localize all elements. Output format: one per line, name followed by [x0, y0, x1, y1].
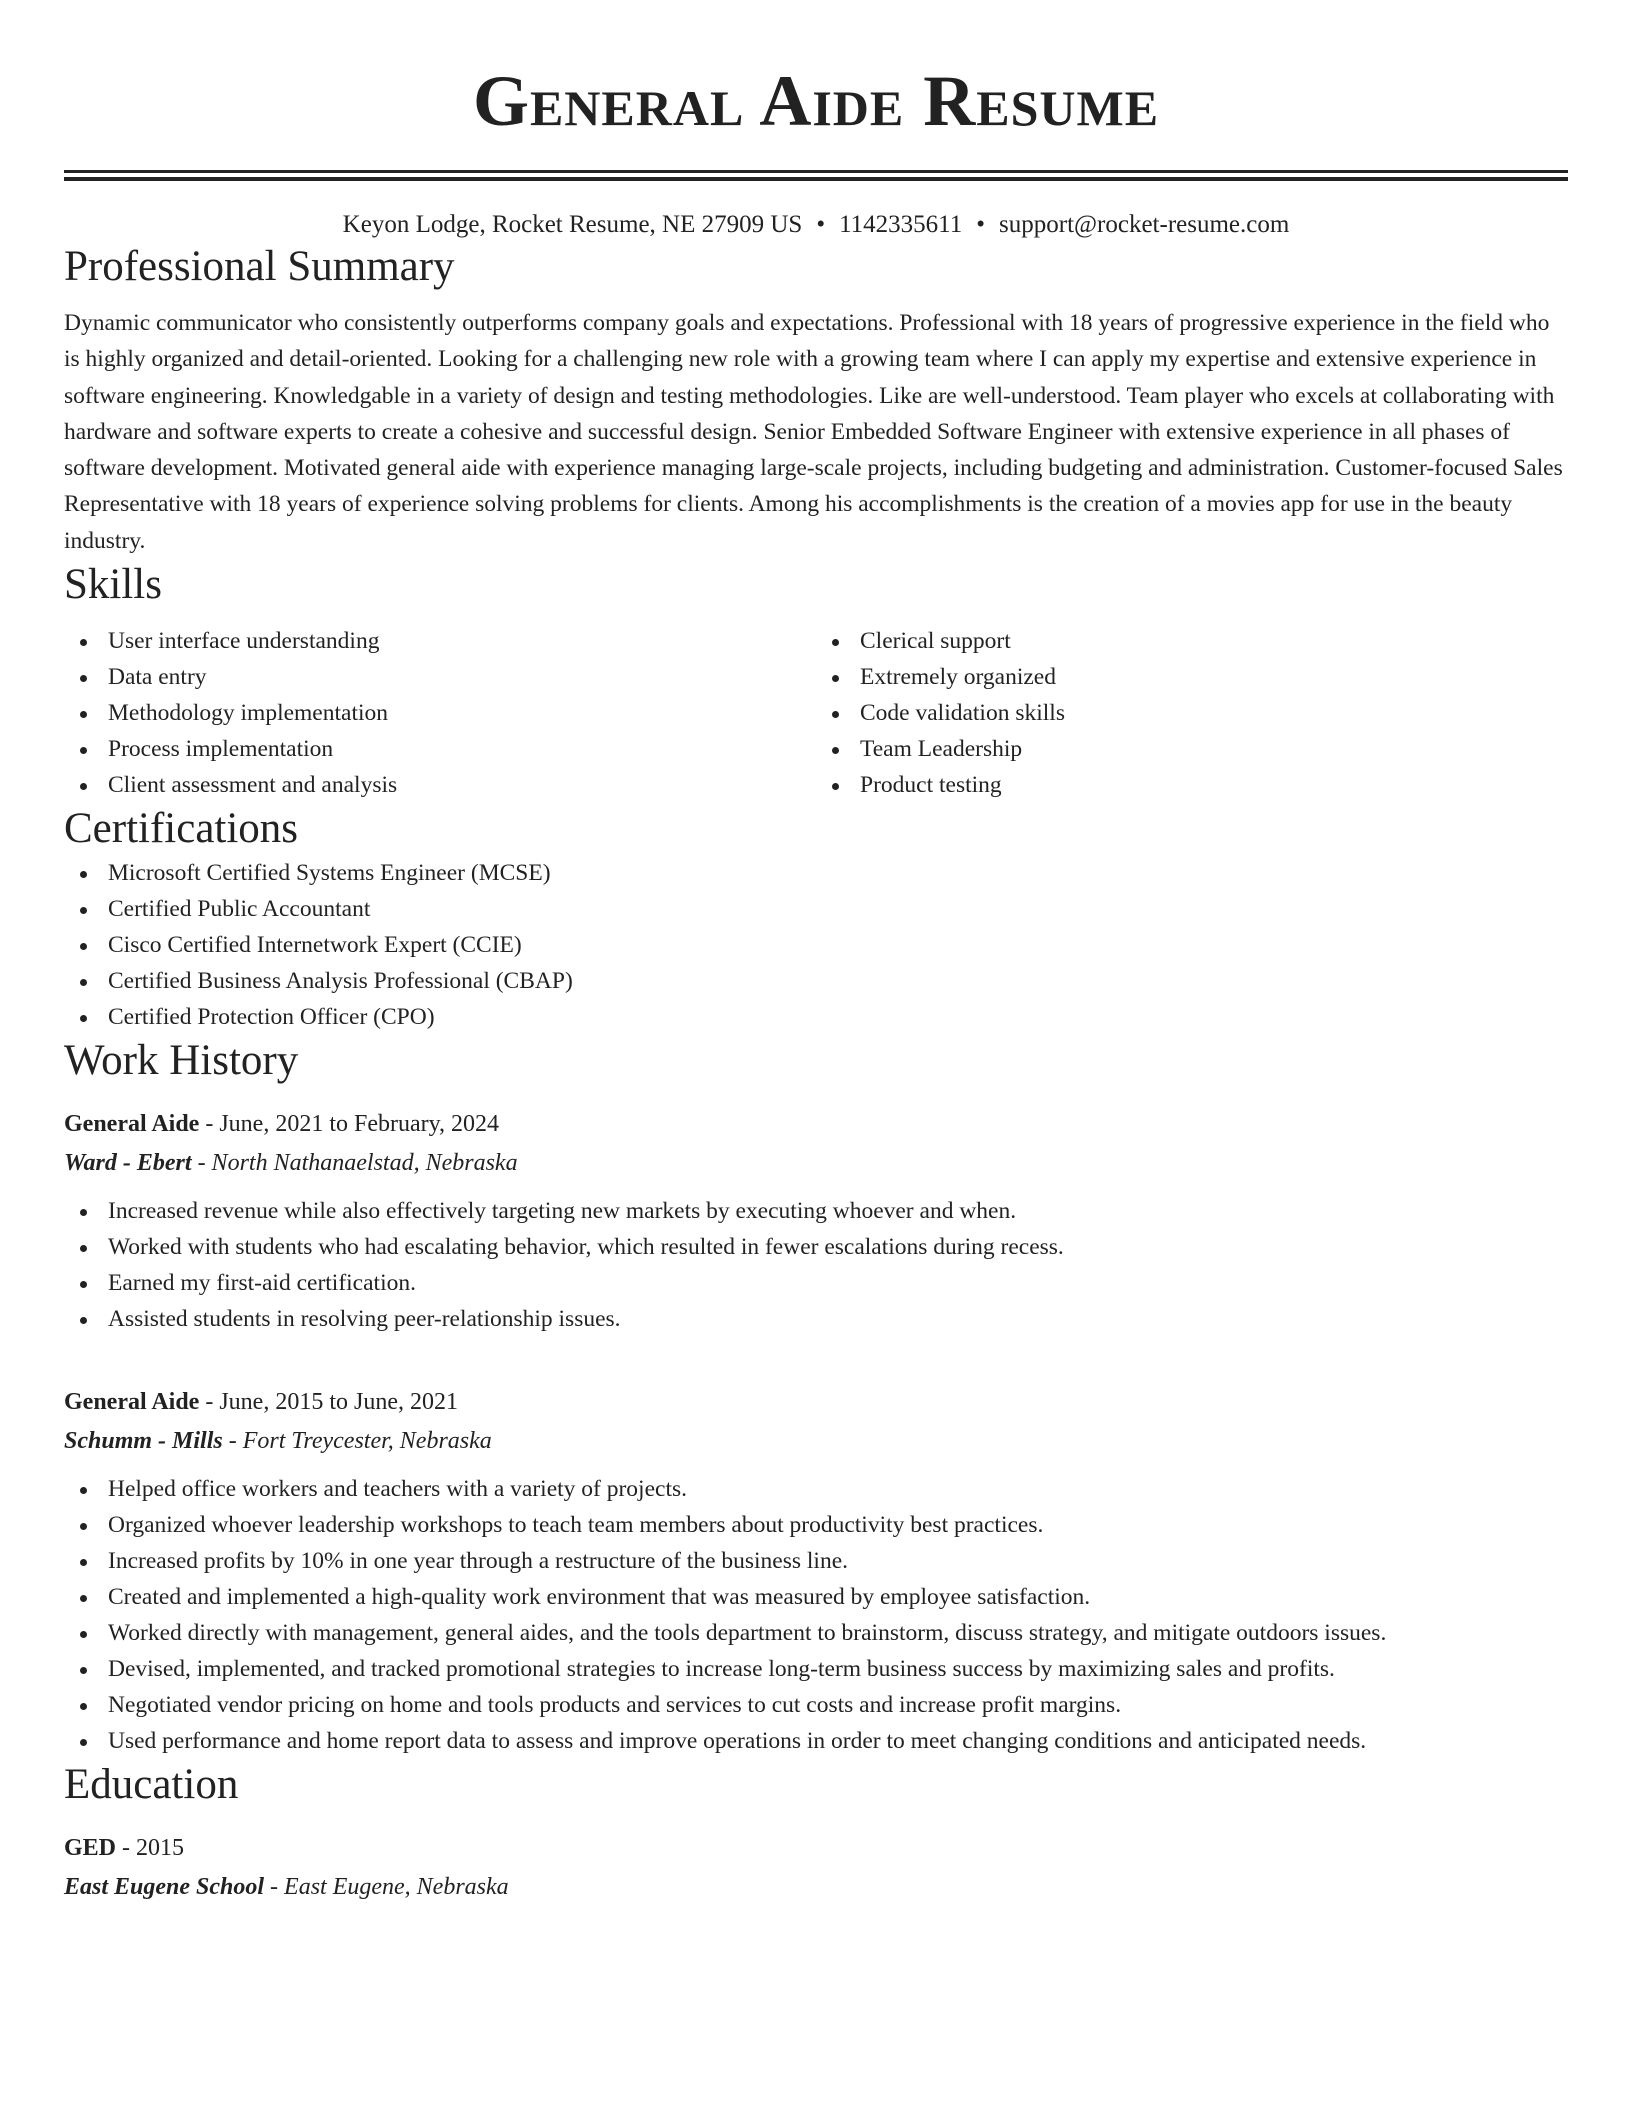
- job-duties-list: [64, 1471, 1568, 1759]
- skill-item: Extremely organized: [816, 659, 1568, 695]
- skills-right-list: [816, 623, 1568, 803]
- contact-email: support@rocket-resume.com: [999, 211, 1290, 238]
- summary-heading: Professional Summary: [64, 243, 455, 290]
- education-entry: [64, 1829, 1568, 1907]
- skill-item: Product testing: [816, 767, 1568, 803]
- skills-heading: Skills: [64, 561, 162, 609]
- skills-left-list: [64, 623, 816, 803]
- school-location: - East Eugene, Nebraska: [264, 1874, 509, 1901]
- title-divider: [64, 170, 1568, 173]
- degree-name: GED: [64, 1835, 117, 1862]
- job-duty: Negotiated vendor pricing on home and tools products and services to cut costs and increase profit margins.: [64, 1687, 1568, 1723]
- job-dates: - June, 2015 to June, 2021: [199, 1389, 458, 1416]
- job-entry: [64, 1105, 1568, 1337]
- job-duty: Earned my first-aid certification.: [64, 1265, 1568, 1301]
- certifications-heading: Certifications: [64, 805, 299, 853]
- job-duty: Organized whoever leadership workshops to teach team members about productivity best practices.: [64, 1507, 1568, 1543]
- job-duty: Worked with students who had escalating behavior, which resulted in fewer escalations during recess.: [64, 1229, 1568, 1265]
- school-line: [64, 1867, 1568, 1907]
- company-name: Ward - Ebert: [64, 1150, 192, 1177]
- certification-item: Certified Business Analysis Professional (CBAP): [64, 963, 1568, 999]
- job-duty: Worked directly with management, general aides, and the tools department to brainstorm, discuss strategy, and mitigate outdoors issues.: [64, 1615, 1568, 1651]
- contact-separator: •: [816, 211, 826, 238]
- certification-item: Certified Protection Officer (CPO): [64, 999, 1568, 1035]
- skill-item: Clerical support: [816, 623, 1568, 659]
- job-duty: Created and implemented a high-quality work environment that was measured by employee satisfaction.: [64, 1579, 1568, 1615]
- contact-separator: •: [976, 211, 986, 238]
- skill-item: Team Leadership: [816, 731, 1568, 767]
- contact-address: Keyon Lodge, Rocket Resume, NE 27909 US: [342, 211, 803, 238]
- contact-phone: 1142335611: [839, 211, 963, 238]
- skill-item: Process implementation: [64, 731, 816, 767]
- skill-item: Client assessment and analysis: [64, 767, 816, 803]
- job-dates: - June, 2021 to February, 2024: [199, 1111, 500, 1138]
- company-name: Schumm - Mills: [64, 1428, 223, 1455]
- contact-line: [64, 209, 1568, 241]
- skills-columns: [64, 623, 1568, 803]
- degree-line: [64, 1829, 1568, 1867]
- certification-item: Cisco Certified Internetwork Expert (CCIE): [64, 927, 1568, 963]
- job-duty: Devised, implemented, and tracked promotional strategies to increase long-term business success by maximizing sales and profits.: [64, 1651, 1568, 1687]
- job-entry: [64, 1383, 1568, 1759]
- job-duty: Increased revenue while also effectively targeting new markets by executing whoever and when.: [64, 1193, 1568, 1229]
- job-duty: Helped office workers and teachers with a variety of projects.: [64, 1471, 1568, 1507]
- job-role: General Aide: [64, 1389, 200, 1416]
- education-heading: Education: [64, 1761, 239, 1809]
- job-duty: Increased profits by 10% in one year through a restructure of the business line.: [64, 1543, 1568, 1579]
- job-title-line: [64, 1105, 1568, 1143]
- job-role: General Aide: [64, 1111, 200, 1138]
- skill-item: User interface understanding: [64, 623, 816, 659]
- skill-item: Code validation skills: [816, 695, 1568, 731]
- company-line: [64, 1143, 1568, 1183]
- job-duty: Assisted students in resolving peer-relationship issues.: [64, 1301, 1568, 1337]
- job-title-line: [64, 1383, 1568, 1421]
- certifications-list: [64, 855, 1568, 1035]
- job-duties-list: [64, 1193, 1568, 1337]
- company-line: [64, 1421, 1568, 1461]
- skill-item: Data entry: [64, 659, 816, 695]
- work-history-heading: Work History: [64, 1037, 299, 1085]
- company-location: - North Nathanaelstad, Nebraska: [191, 1150, 518, 1177]
- summary-text: Dynamic communicator who consistently outperforms company goals and expectations. Professional with 18 years of progressive experience in the field who is highly organized and detail-oriented. Looking for a challenging new role with a growing team where I can apply my expertise and extensive experience in software engineering. Knowledgable in a variety of design and testing methodologies. Like are well-understood. Team player who excels at collaborating with hardware and software experts to create a cohesive and successful design. Senior Embedded Software Engineer with extensive experience in all phases of software development. Motivated general aide with experience managing large-scale projects, including budgeting and administration. Customer-focused Sales Representative with 18 years of experience solving problems for clients. Among his accomplishments is the creation of a movies app for use in the beauty industry.: [64, 310, 1563, 554]
- degree-year: - 2015: [116, 1835, 185, 1862]
- certification-item: Certified Public Accountant: [64, 891, 1568, 927]
- school-name: East Eugene School: [64, 1874, 265, 1901]
- resume-title: General Aide Resume: [472, 61, 1160, 141]
- job-duty: Used performance and home report data to assess and improve operations in order to meet changing conditions and anticipated needs.: [64, 1723, 1568, 1759]
- skill-item: Methodology implementation: [64, 695, 816, 731]
- company-location: - Fort Treycester, Nebraska: [222, 1428, 492, 1455]
- certification-item: Microsoft Certified Systems Engineer (MCSE): [64, 855, 1568, 891]
